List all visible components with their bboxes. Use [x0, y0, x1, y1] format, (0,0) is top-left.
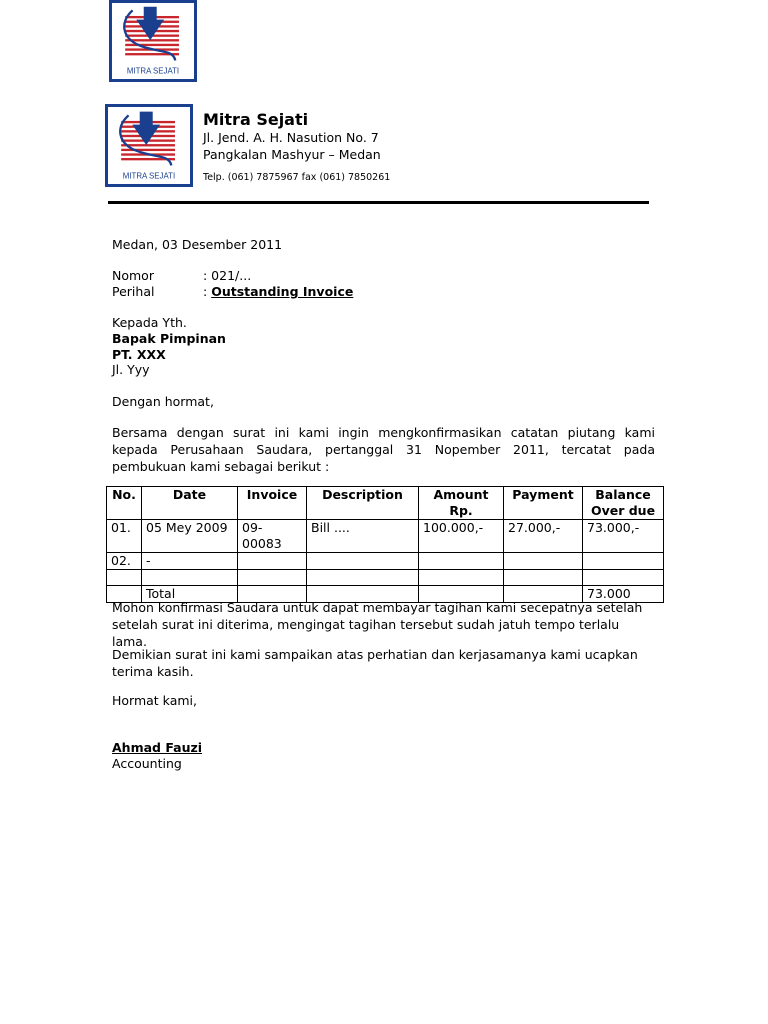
col-header-date: Date [142, 487, 238, 520]
invoice-table [106, 486, 664, 603]
col-header-balance [583, 487, 664, 520]
header-divider [108, 201, 649, 204]
cell-description [307, 553, 419, 570]
nomor-label: Nomor [112, 268, 154, 283]
cell-invoice [238, 553, 307, 570]
recipient-address: Jl. Yyy [112, 362, 150, 377]
amount-header-line2: Rp. [449, 503, 473, 518]
intro-paragraph: Bersama dengan surat ini kami ingin mengkonfirmasikan catatan piutang kami kepada Perusahaan Saudara, pertanggal 31 Nopember 2011, tercatat pada pembukuan kami sebagai berikut : [112, 425, 655, 474]
greeting: Dengan hormat, [112, 394, 214, 409]
recipient-company: PT. XXX [112, 347, 166, 362]
col-header-payment: Payment [504, 487, 583, 520]
total-value: 73.000 [583, 586, 664, 603]
cell-description: Bill .... [307, 520, 419, 553]
company-name: Mitra Sejati [203, 110, 309, 129]
cell-description [307, 570, 419, 586]
table-row [107, 553, 664, 570]
cell-no: 01. [107, 520, 142, 553]
cell-payment [504, 553, 583, 570]
cell-payment [504, 570, 583, 586]
body-paragraph-1: Mohon konfirmasi Saudara untuk dapat membayar tagihan kami secepatnya setelah setelah surat ini diterima, mengingat tagihan tersebut sudah jatuh tempo terlalu lama. [112, 600, 643, 649]
col-header-no: No. [107, 487, 142, 520]
closing: Hormat kami, [112, 693, 197, 708]
recipient-salutation: Kepada Yth. [112, 315, 187, 330]
logo-emblem-icon [108, 107, 190, 184]
cell-invoice: 09-00083 [238, 520, 307, 553]
col-header-description: Description [307, 487, 419, 520]
perihal-prefix: : [203, 284, 212, 299]
cell-payment: 27.000,- [504, 520, 583, 553]
col-header-amount [419, 487, 504, 520]
table-header-row [107, 487, 664, 520]
address-line-1: Jl. Jend. A. H. Nasution No. 7 [203, 130, 379, 145]
recipient-name: Bapak Pimpinan [112, 331, 226, 346]
cell-balance: 73.000,- [583, 520, 664, 553]
cell-invoice [238, 570, 307, 586]
signer-title: Accounting [112, 756, 182, 771]
total-label: Total [142, 586, 238, 603]
body-paragraph-2: Demikian surat ini kami sampaikan atas perhatian dan kerjasamanya kami ucapkan terima kasih. [112, 647, 638, 679]
cell-date: 05 Mey 2009 [142, 520, 238, 553]
perihal-label: Perihal [112, 284, 155, 299]
cell-no: 02. [107, 553, 142, 570]
contact-line: Telp. (061) 7875967 fax (061) 7850261 [203, 172, 391, 183]
balance-header-line2: Over due [590, 503, 656, 518]
perihal-field [203, 284, 353, 299]
cell-amount [419, 553, 504, 570]
date-line: Medan, 03 Desember 2011 [112, 237, 283, 252]
cell-amount: 100.000,- [419, 520, 504, 553]
cell-amount [419, 570, 504, 586]
cell-no [107, 570, 142, 586]
logo-emblem-icon [112, 3, 194, 79]
company-logo [105, 104, 193, 187]
company-logo-top [109, 0, 197, 82]
cell-date: - [142, 553, 238, 570]
cell-balance [583, 553, 664, 570]
table-row [107, 570, 664, 586]
table-row [107, 520, 664, 553]
balance-header-line1: Balance [595, 487, 651, 502]
cell-date [142, 570, 238, 586]
amount-header-line1: Amount [433, 487, 489, 502]
cell-balance [583, 570, 664, 586]
perihal-value: Outstanding Invoice [211, 284, 354, 299]
address-line-2: Pangkalan Mashyur – Medan [203, 147, 381, 162]
logo-text: MITRA SEJATI [126, 66, 180, 76]
col-header-invoice: Invoice [238, 487, 307, 520]
logo-text: MITRA SEJATI [122, 171, 176, 181]
signer-name: Ahmad Fauzi [112, 740, 203, 755]
nomor-value: : 021/... [203, 268, 252, 283]
